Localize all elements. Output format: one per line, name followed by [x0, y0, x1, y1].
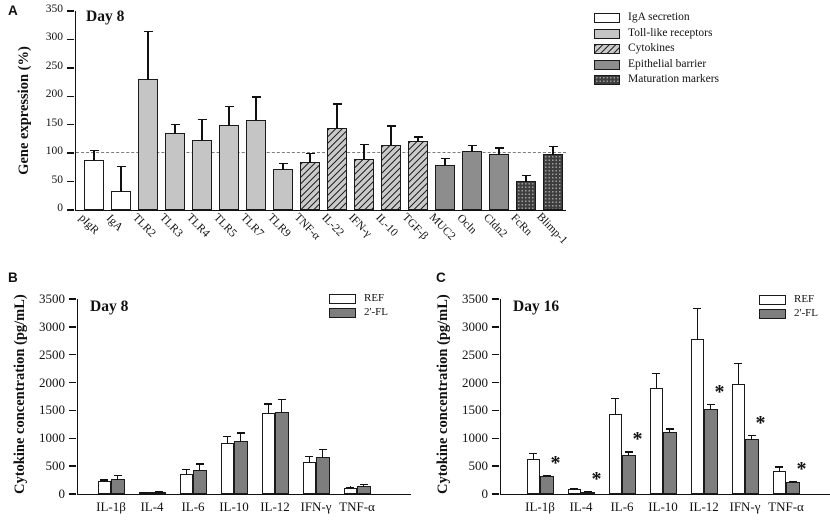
bar-IL-1β-REF	[98, 481, 112, 494]
x-category-label: TLR3	[157, 211, 185, 240]
error-bar-cap	[693, 308, 701, 309]
cytokine-day16-chart	[434, 291, 830, 514]
bar-IL-10-2'-FL	[234, 441, 248, 494]
x-category-label: Cldn2	[481, 211, 510, 241]
bar-Ocln	[462, 151, 482, 210]
bar-pIgR	[84, 160, 104, 210]
significance-asterisk: *	[755, 411, 766, 434]
bar-IFN-γ-REF	[732, 384, 746, 494]
x-category-label: IL-6	[181, 499, 205, 514]
bar-IL-1β-2'-FL	[540, 476, 554, 494]
error-bar	[390, 125, 391, 146]
significance-asterisk: *	[796, 457, 807, 480]
legend-item	[759, 308, 830, 321]
x-category-label: TNF-α	[291, 211, 323, 243]
error-bar-cap	[117, 166, 126, 167]
bar-IL-1β-2'-FL	[111, 479, 125, 494]
y-tick-label: 300	[45, 31, 63, 44]
y-tick	[492, 410, 499, 411]
y-tick-label: 350	[45, 3, 63, 15]
error-bar	[268, 403, 269, 414]
y-tick	[69, 493, 76, 494]
error-bar	[201, 119, 202, 140]
significance-asterisk: *	[591, 467, 602, 490]
y-tick-label: 1000	[462, 430, 488, 446]
error-bar-cap	[225, 106, 234, 107]
error-bar-cap	[387, 125, 396, 126]
y-tick-label: 2500	[462, 346, 488, 362]
error-bar	[120, 166, 121, 192]
bar-IL-10-REF	[650, 388, 664, 494]
y-tick	[67, 209, 74, 210]
error-bar-cap	[182, 469, 190, 470]
error-bar-cap	[141, 492, 149, 493]
significance-asterisk: *	[714, 380, 725, 403]
x-category-label: TNF-α	[768, 499, 804, 514]
bar-TNF-α	[300, 162, 320, 210]
legend-item	[759, 294, 830, 307]
x-category-label: IFN-γ	[729, 499, 761, 514]
y-tick	[67, 67, 74, 68]
bar-IL-6-2'-FL	[622, 455, 636, 494]
x-category-label: TLR4	[184, 211, 212, 240]
x-category-label: Blimp-1	[534, 210, 570, 247]
bar-IFN-γ-2'-FL	[316, 457, 330, 494]
legend-label: IgA secretion	[628, 11, 690, 23]
legend-swatch-white	[594, 13, 620, 23]
y-tick	[69, 382, 76, 383]
legend-label: Maturation markers	[628, 73, 720, 85]
error-bar-cap	[333, 103, 342, 104]
error-bar-cap	[522, 175, 531, 176]
error-bar-cap	[360, 144, 369, 145]
error-bar-cap	[144, 31, 153, 32]
error-bar-cap	[237, 432, 245, 433]
bar-TLR3	[165, 133, 185, 210]
legend-label: Cytokines	[628, 42, 675, 54]
legend-swatch-cyt	[594, 44, 620, 54]
error-bar-cap	[584, 491, 592, 492]
bar-TGF-β	[408, 141, 428, 210]
y-tick	[67, 124, 74, 125]
error-bar-cap	[305, 456, 313, 457]
y-tick-label: 3500	[462, 291, 488, 306]
bar-IL-12-REF	[691, 339, 705, 494]
x-category-label: IL-4	[140, 499, 164, 514]
bar-IL-12-2'-FL	[275, 412, 289, 494]
error-bar-cap	[748, 435, 756, 436]
y-tick	[67, 96, 74, 97]
y-tick	[67, 152, 74, 153]
error-bar-cap	[90, 150, 99, 151]
y-tick-label: 100	[45, 145, 63, 158]
error-bar	[656, 373, 657, 390]
error-bar-cap	[707, 404, 715, 405]
error-bar-cap	[611, 398, 619, 399]
error-bar	[240, 432, 241, 442]
error-bar	[147, 31, 148, 80]
legend-swatch-fl	[329, 308, 356, 318]
y-tick	[492, 382, 499, 383]
error-bar-cap	[252, 96, 261, 97]
legend-label: 2'-FL	[794, 307, 818, 319]
legend-swatch-epi	[594, 60, 620, 70]
bar-IL-10-REF	[221, 443, 235, 494]
y-tick	[67, 10, 74, 11]
y-tick-label: 1000	[39, 430, 65, 446]
y-tick	[69, 354, 76, 355]
error-bar	[336, 103, 337, 128]
legend-item	[594, 12, 774, 25]
legend-swatch-tlr	[594, 29, 620, 39]
bar-IL-6-2'-FL	[193, 470, 207, 494]
chart-title: Day 8	[86, 8, 125, 25]
y-tick-label: 0	[57, 202, 63, 214]
legend-swatch-mat	[594, 75, 620, 85]
y-tick-label: 500	[468, 458, 488, 474]
legend-item	[594, 74, 774, 87]
bar-Cldn2	[489, 154, 509, 210]
bar-IL-6-REF	[609, 414, 623, 494]
x-category-label: IL-4	[569, 499, 593, 514]
bar-TLR2	[138, 79, 158, 210]
y-tick-label: 0	[58, 486, 65, 501]
bar-TLR9	[273, 169, 293, 211]
error-bar-cap	[171, 124, 180, 125]
error-bar	[615, 398, 616, 415]
error-bar	[738, 363, 739, 386]
legend-item	[594, 28, 774, 41]
legend-label: 2'-FL	[364, 306, 388, 318]
bar-IL-1β-REF	[527, 459, 541, 494]
x-category-label: IL-12	[260, 499, 290, 514]
y-tick	[69, 465, 76, 466]
x-category-label: FcRn	[508, 211, 535, 239]
bar-TNF-α-2'-FL	[786, 482, 800, 494]
legend-item	[594, 43, 774, 56]
error-bar-cap	[549, 146, 558, 147]
y-tick	[492, 493, 499, 494]
x-category-label: IL-10	[219, 499, 249, 514]
x-category-label: TNF-α	[339, 499, 375, 514]
y-tick-label: 3000	[462, 318, 488, 334]
error-bar-cap	[278, 399, 286, 400]
bar-MUC2	[435, 165, 455, 210]
error-bar-cap	[543, 475, 551, 476]
x-category-label: TLR2	[130, 211, 158, 240]
x-category-label: TLR9	[265, 211, 293, 240]
y-tick-label: 200	[45, 88, 63, 101]
legend-label: REF	[794, 293, 815, 305]
y-tick	[69, 298, 76, 299]
gene-expression-day8-chart	[15, 3, 720, 247]
bar-TLR4	[192, 140, 212, 211]
y-tick	[69, 326, 76, 327]
error-bar-cap	[625, 451, 633, 452]
bar-IFN-γ-REF	[303, 462, 317, 494]
error-bar-cap	[198, 119, 207, 120]
error-bar-cap	[223, 436, 231, 437]
y-axis-title: Cytokine concentration (pg/mL)	[11, 293, 28, 494]
bar-IFN-γ	[354, 159, 374, 210]
x-category-label: IFN-γ	[346, 211, 374, 240]
y-tick-label: 3500	[39, 291, 65, 306]
y-tick	[492, 326, 499, 327]
error-bar	[322, 449, 323, 458]
error-bar-cap	[666, 428, 674, 429]
y-tick-label: 2000	[39, 374, 65, 390]
error-bar-cap	[734, 363, 742, 364]
y-tick-label: 500	[45, 458, 65, 474]
x-category-label: IgA	[103, 212, 125, 234]
y-tick	[492, 465, 499, 466]
bar-TLR5	[219, 125, 239, 210]
bar-FcRn	[516, 181, 536, 210]
bar-TNF-α-REF	[773, 471, 787, 494]
x-category-label: MUC2	[426, 211, 458, 243]
x-category-label: IL-10	[373, 211, 401, 239]
bar-Blimp-1	[543, 154, 563, 210]
bar-IgA	[111, 191, 131, 210]
error-bar-cap	[264, 403, 272, 404]
error-bar-cap	[346, 487, 354, 488]
significance-asterisk: *	[632, 428, 643, 451]
x-category-label: IL-1β	[525, 499, 555, 514]
y-tick-label: 2500	[39, 346, 65, 362]
error-bar	[228, 106, 229, 126]
error-bar-cap	[155, 491, 163, 492]
error-bar-cap	[279, 163, 288, 164]
error-bar-cap	[100, 479, 108, 480]
bar-IFN-γ-2'-FL	[745, 439, 759, 494]
error-bar-cap	[441, 158, 450, 159]
error-bar-cap	[306, 153, 315, 154]
y-tick-label: 0	[481, 486, 488, 501]
x-category-label: TGF-β	[399, 211, 431, 243]
bar-IL-6-REF	[180, 474, 194, 494]
error-bar-cap	[114, 475, 122, 476]
error-bar	[255, 96, 256, 121]
error-bar	[309, 153, 310, 164]
bar-TLR7	[246, 120, 266, 210]
bar-IL-12-REF	[262, 413, 276, 494]
x-category-label: IL-12	[689, 499, 719, 514]
y-tick	[67, 39, 74, 40]
panel-label-c: C	[436, 270, 446, 285]
y-tick-label: 50	[51, 173, 63, 186]
bar-TNF-α-2'-FL	[357, 486, 371, 494]
y-tick	[69, 438, 76, 439]
x-category-label: IL-10	[648, 499, 678, 514]
x-category-label: IFN-γ	[300, 499, 332, 514]
significance-asterisk: *	[550, 451, 561, 474]
y-tick-label: 2000	[462, 374, 488, 390]
error-bar-cap	[652, 373, 660, 374]
panel-label-a: A	[8, 3, 18, 18]
error-bar-cap	[360, 484, 368, 485]
x-category-label: IL-22	[319, 211, 347, 239]
y-axis-title: Gene expression (%)	[15, 45, 32, 175]
legend-swatch-fl	[759, 309, 786, 319]
legend-label: Toll-like receptors	[628, 26, 713, 39]
y-tick	[492, 354, 499, 355]
cytokine-day8-chart	[11, 291, 411, 514]
bar-IL-22	[327, 128, 347, 210]
chart-title: Day 16	[513, 298, 560, 315]
y-tick-label: 1500	[462, 402, 488, 418]
error-bar-cap	[789, 481, 797, 482]
legend-label: Epithelial barrier	[628, 57, 707, 70]
error-bar-cap	[196, 463, 204, 464]
legend-label: REF	[364, 292, 385, 304]
y-axis-title: Cytokine concentration (pg/mL)	[434, 293, 451, 494]
chart-title: Day 8	[90, 298, 129, 315]
x-category-label: pIgR	[76, 212, 102, 237]
y-tick	[492, 298, 499, 299]
y-tick	[67, 181, 74, 182]
bar-IL-10-2'-FL	[663, 432, 677, 494]
panel-label-b: B	[8, 270, 18, 285]
legend-swatch-white	[759, 295, 786, 305]
legend-swatch-white	[329, 294, 356, 304]
error-bar	[174, 124, 175, 135]
y-tick	[69, 410, 76, 411]
y-tick-label: 1500	[39, 402, 65, 418]
bar-IL-10	[381, 145, 401, 210]
y-tick-label: 150	[45, 116, 63, 129]
x-category-label: IL-1β	[96, 499, 126, 514]
error-bar-cap	[529, 453, 537, 454]
error-bar-cap	[775, 466, 783, 467]
error-bar	[281, 399, 282, 413]
error-bar	[697, 308, 698, 340]
x-category-label: IL-6	[610, 499, 634, 514]
error-bar-cap	[414, 136, 423, 137]
x-category-label: TLR7	[238, 211, 266, 240]
y-tick	[492, 438, 499, 439]
error-bar-cap	[468, 145, 477, 146]
error-bar	[93, 150, 94, 161]
legend-item	[594, 59, 774, 72]
y-tick-label: 250	[45, 59, 63, 72]
x-category-label: Ocln	[454, 212, 479, 237]
error-bar-cap	[319, 449, 327, 450]
error-bar-cap	[495, 147, 504, 148]
x-category-label: TLR5	[211, 211, 239, 240]
error-bar-cap	[570, 488, 578, 489]
y-tick-label: 3000	[39, 318, 65, 334]
error-bar	[363, 144, 364, 161]
bar-IL-12-2'-FL	[704, 409, 718, 494]
